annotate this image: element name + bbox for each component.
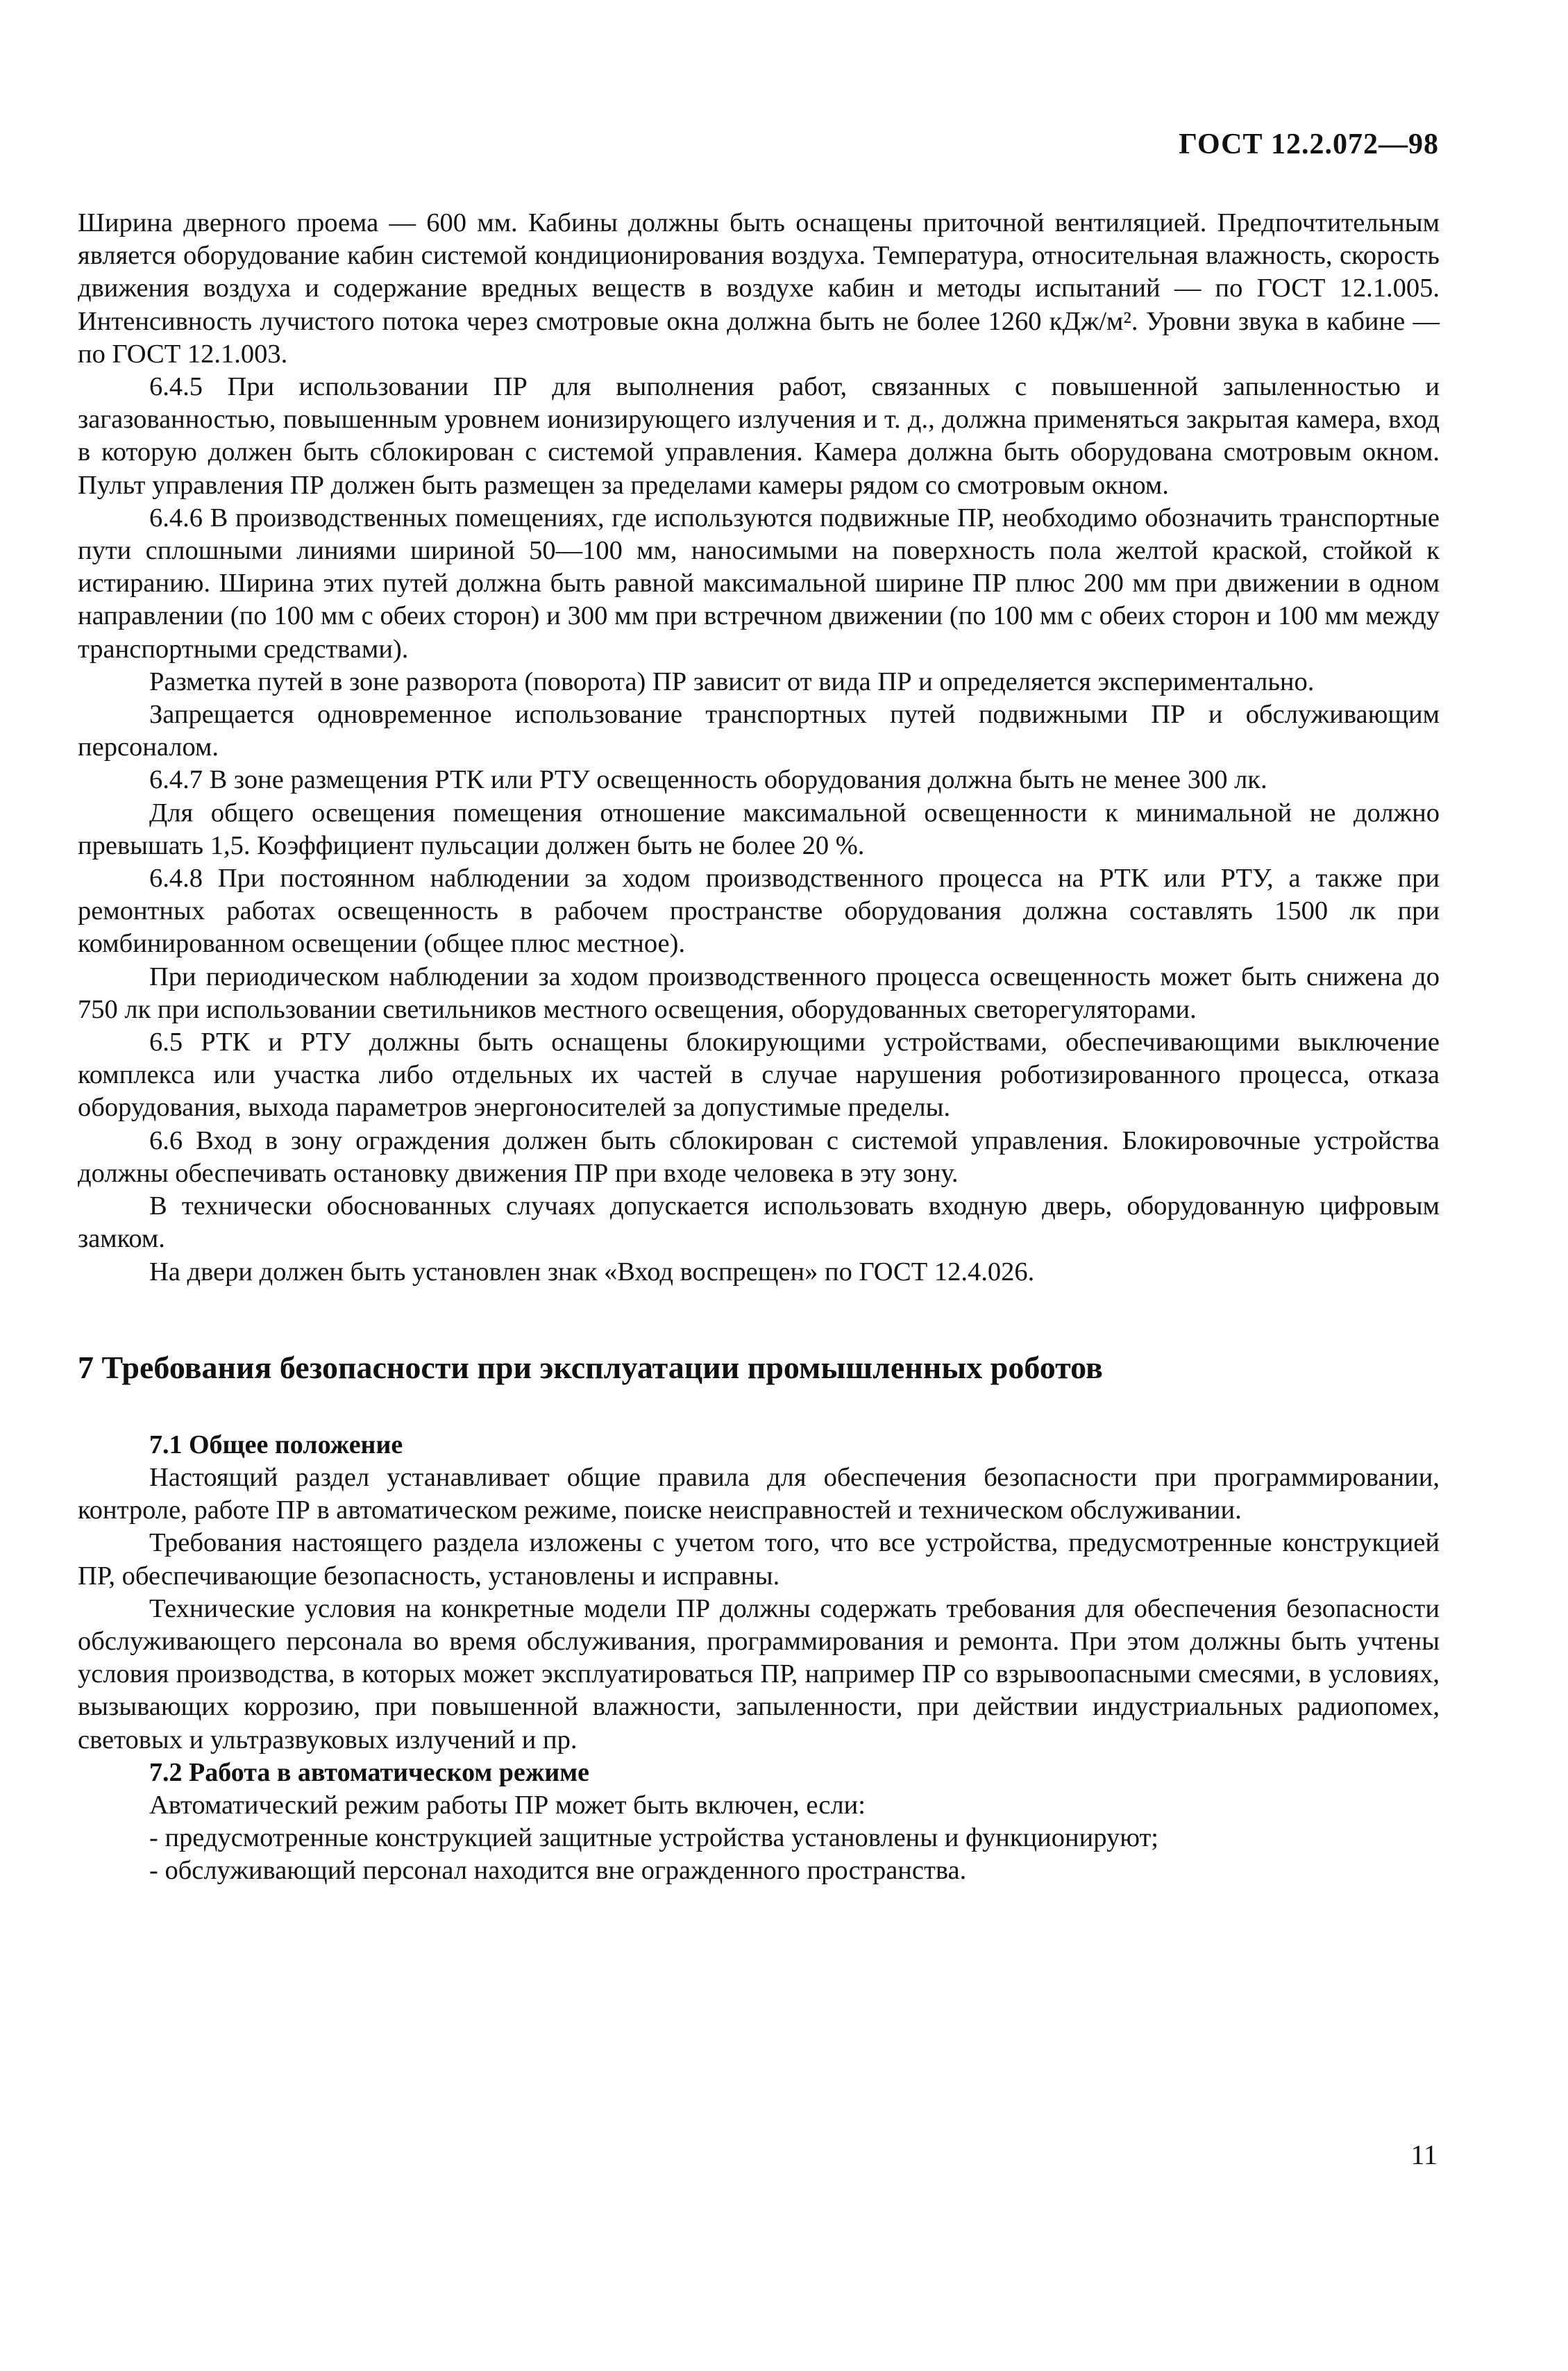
paragraph: 6.6 Вход в зону ограждения должен быть сблокирован с системой управления. Блокировочные устройства должны обеспечивать остановку движения ПР при входе человека в эту зону. <box>78 1125 1440 1188</box>
paragraph: 6.4.6 В производственных помещениях, где используются подвижные ПР, необходимо обозначить транспортные пути сплошными линиями шириной 50—100 мм, наносимыми на поверхность пола желтой краской, стойкой к истиранию. Ширина этих путей должна быть равной максимальной ширине ПР плюс 200 мм при движении в одном направлении (по 100 мм с обеих сторон) и 300 мм при встречном движении (по 100 мм с обеих сторон и 100 мм между транспортными средствами). <box>78 503 1440 664</box>
list-item: - предусмотренные конструкцией защитные устройства установлены и функционируют; <box>149 1823 1158 1853</box>
paragraph: 6.4.5 При использовании ПР для выполнения работ, связанных с повышенной запыленностью и загазованностью, повышенным уровнем ионизирующего излучения и т. д., должна применяться закрытая камера, вход в которую должен быть сблокирован с системой управления. Камера должна быть оборудована смотровым окном. Пульт управления ПР должен быть размещен за пределами камеры рядом со смотровым окном. <box>78 372 1440 500</box>
paragraph: В технически обоснованных случаях допускается использовать входную дверь, оборудованную цифровым замком. <box>78 1191 1440 1254</box>
document-body <box>78 207 1440 1888</box>
list-item: - обслуживающий персонал находится вне огражденного пространства. <box>149 1856 967 1886</box>
paragraph: Запрещается одновременное использование транспортных путей подвижными ПР и обслуживающим персоналом. <box>78 700 1440 762</box>
paragraph: Требования настоящего раздела изложены с учетом того, что все устройства, предусмотренные конструкцией ПР, обеспечивающие безопасность, установлены и исправны. <box>78 1528 1440 1591</box>
subsection-title: 7.2 Работа в автоматическом режиме <box>149 1757 589 1787</box>
paragraph: 6.4.7 В зоне размещения РТК или РТУ освещенность оборудования должна быть не менее 300 лк. <box>149 765 1267 795</box>
paragraph: Для общего освещения помещения отношение максимальной освещенности к минимальной не должно превышать 1,5. Коэффициент пульсации должен быть не более 20 %. <box>78 798 1440 860</box>
subsection-title: 7.1 Общее положение <box>149 1430 403 1459</box>
paragraph: Автоматический режим работы ПР может быть включен, если: <box>149 1790 866 1820</box>
section-title: 7 Требования безопасности при эксплуатации промышленных роботов <box>78 1349 1103 1385</box>
paragraph: При периодическом наблюдении за ходом производственного процесса освещенность может быть снижена до 750 лк при использовании светильников местного освещения, оборудованных светорегуляторами. <box>78 962 1440 1024</box>
paragraph: Настоящий раздел устанавливает общие правила для обеспечения безопасности при программировании, контроле, работе ПР в автоматическом режиме, поиске неисправностей и техническом обслуживании. <box>78 1462 1440 1525</box>
paragraph: На двери должен быть установлен знак «Вход воспрещен» по ГОСТ 12.4.026. <box>149 1257 1035 1287</box>
paragraph: 6.5 РТК и РТУ должны быть оснащены блокирующими устройствами, обеспечивающими выключение комплекса или участка либо отдельных их частей в случае нарушения роботизированного процесса, отказа оборудования, выхода параметров энергоносителей за допустимые пределы. <box>78 1028 1440 1123</box>
page-number: 11 <box>1410 2139 1438 2170</box>
paragraph: 6.4.8 При постоянном наблюдении за ходом производственного процесса на РТК или РТУ, а также при ремонтных работах освещенность в рабочем пространстве оборудования должна составлять 1500 лк при комбинированном освещении (общее плюс местное). <box>78 864 1440 959</box>
paragraph: Ширина дверного проема — 600 мм. Кабины должны быть оснащены приточной вентиляцией. Предпочтительным является оборудование кабин системой кондиционирования воздуха. Температура, относительная влажность, скорость движения воздуха и содержание вредных веществ в воздухе кабин и методы испытаний — по ГОСТ 12.1.005. Интенсивность лучистого потока через смотровые окна должна быть не более 1260 кДж/м². Уровни звука в кабине — по ГОСТ 12.1.003. <box>78 208 1440 369</box>
standard-header: ГОСТ 12.2.072—98 <box>1179 128 1439 160</box>
paragraph: Разметка путей в зоне разворота (поворота) ПР зависит от вида ПР и определяется экспериментально. <box>149 667 1315 696</box>
paragraph: Технические условия на конкретные модели ПР должны содержать требования для обеспечения безопасности обслуживающего персонала во время обслуживания, программирования и ремонта. При этом должны быть учтены условия производства, в которых может эксплуатироваться ПР, например ПР со взрывоопасными смесями, в условиях, вызывающих коррозию, при повышенной влажности, запыленности, при действии индустриальных радиопомех, световых и ультразвуковых излучений и пр. <box>78 1593 1440 1754</box>
paragraphs-before <box>78 207 1440 1289</box>
